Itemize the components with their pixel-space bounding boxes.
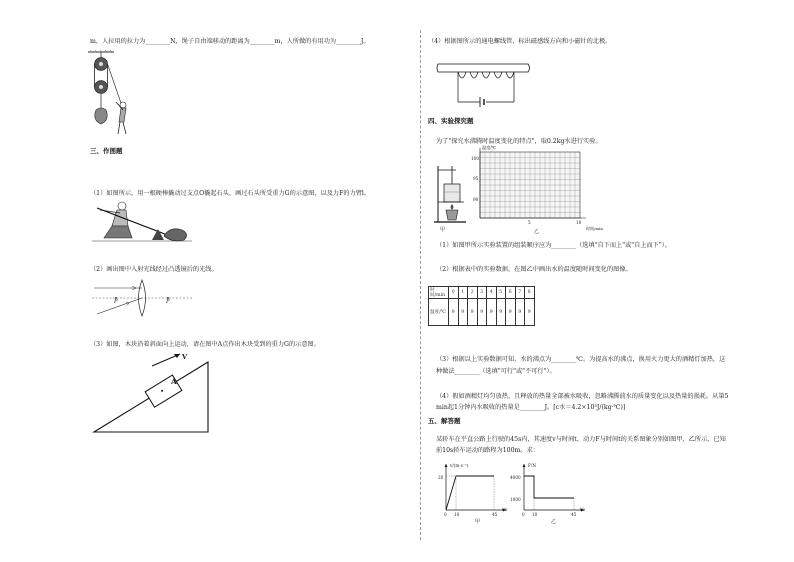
table-cell: 9: [458, 299, 468, 326]
v-chart-xtick-0: 0: [444, 512, 447, 517]
f-chart-xtick-0: 0: [522, 512, 525, 517]
table-cell: 3: [477, 287, 487, 299]
experiment-q4-line2: min起1分钟内水吸收的热量是________J。[c水＝4.2×10³J/(kg·℃)]: [436, 404, 626, 411]
velocity-series-line: [446, 476, 494, 510]
table-cell: 7: [515, 287, 525, 299]
section-answer-title: 五、解答题: [428, 417, 461, 425]
question-3: （3）如图，木块沿着斜面向上运动，请在图中A点作出木块受到的重力G的示意图。: [90, 341, 320, 348]
table-cell: 9: [468, 299, 478, 326]
incline-figure: [92, 352, 212, 434]
f-chart-ytick-1000: 1000: [510, 497, 521, 502]
experiment-q2: （2）根据表中的实验数据，在图乙中画出水的温度随时间变化的图像。: [436, 266, 632, 273]
velocity-label: V: [182, 353, 188, 361]
force-series-line: [524, 476, 574, 498]
grid-xtick-5: 5: [528, 220, 531, 225]
section-drawing-title: 三、作图题: [90, 147, 123, 155]
experiment-q1: （1）如图甲所示实验装置的组装顺序应为________（选填"自下而上"或"自上而下"）。: [436, 242, 671, 249]
table-cell: 2: [468, 287, 478, 299]
question-2: （2）画出图中入射光线经过凸透镜后的光线。: [90, 266, 218, 273]
grid-ytick-90: 90: [473, 197, 479, 202]
v-chart-caption: 甲: [475, 519, 481, 525]
problem-line1: 某轿车在平直公路上行驶的45s内，其速度v与时间t、动力F与时间t的关系图象分别如图甲、乙所示，已知: [436, 436, 726, 443]
table-cell: 9: [477, 299, 487, 326]
question-1: （1）如图所示，用一根硬棒撬动过支点O撬起石头，画过石头所受重力G的示意图，以及力F的力臂l。: [90, 190, 371, 197]
table-cell: 9: [449, 299, 459, 326]
data-table: [428, 286, 535, 326]
table-cell: 9: [496, 299, 506, 326]
experiment-q3-line1: （3）根据以上实验数据可知，水的沸点为________℃。为提高水的沸点，换用火力更大的酒精灯加热，这: [436, 356, 726, 363]
table-row-label-time: 时间/min: [429, 287, 449, 299]
grid-xlabel: 时间/min: [586, 226, 603, 231]
velocity-chart: [440, 462, 510, 516]
caption-left: 甲: [440, 227, 446, 233]
question-4: （4）根据图所示的通电螺线管，标出磁感线方向和小磁针的北极。: [428, 38, 612, 45]
table-cell: 9: [506, 299, 516, 326]
table-cell: 0: [449, 287, 459, 299]
force-chart: [512, 462, 588, 516]
table-row: [429, 299, 535, 326]
table-cell: 9: [515, 299, 525, 326]
experiment-q4-line1: （4）假如酒精灯均匀放热，且释放的热量全部被水吸收，忽略沸腾前水的质量变化以及热量的损耗。从第5: [436, 393, 729, 400]
pulley-figure: [88, 50, 138, 140]
experiment-intro: 为了"探究水沸腾时温度变化的特点"，取0.2kg水进行实验。: [436, 138, 602, 145]
table-cell: 1: [458, 287, 468, 299]
column-divider: [420, 30, 421, 540]
problem-line2: 前10s轿车运动的路程为100m。求：: [436, 447, 539, 454]
grid-xtick-10: 10: [576, 220, 582, 225]
apparatus-figure: [434, 164, 470, 226]
temperature-grid: [470, 146, 590, 230]
intro-line: m，人拉用的拉力为________N，绳子自由端移动的距离为________m，人所做的有用功为________J。: [90, 38, 370, 45]
table-cell: 8: [525, 287, 535, 299]
lens-figure: [92, 278, 192, 320]
section-experiment-title: 四、实验探究题: [428, 117, 474, 125]
v-chart-ylabel: v/(m·s⁻¹): [450, 463, 469, 468]
lens-focus-label-right: F: [166, 299, 170, 305]
f-chart-xlabel: t/s: [580, 507, 586, 512]
grid-ylabel: 温度/℃: [482, 145, 497, 150]
table-cell: 5: [496, 287, 506, 299]
lens-focus-label-left: F: [114, 299, 118, 305]
point-a-label: A: [171, 377, 177, 386]
f-chart-ylabel: F/N: [528, 463, 536, 468]
v-chart-xtick-10: 10: [454, 512, 460, 517]
v-chart-xlabel: t/s: [502, 507, 508, 512]
experiment-q3-line2: 种做法________（选填"可行"或"不可行"）。: [436, 368, 556, 375]
f-chart-xtick-10: 10: [532, 512, 538, 517]
f-chart-xtick-45: 45: [571, 512, 577, 517]
table-cell: 9: [487, 299, 497, 326]
table-cell: 9: [525, 299, 535, 326]
v-chart-xtick-45: 45: [492, 512, 498, 517]
table-cell: 6: [506, 287, 516, 299]
f-chart-caption: 乙: [551, 519, 557, 525]
table-row: [429, 287, 535, 299]
lever-figure: [92, 198, 192, 246]
solenoid-figure: [436, 50, 532, 106]
grid-ytick-95: 95: [473, 176, 479, 181]
table-cell: 4: [487, 287, 497, 299]
grid-ytick-100: 100: [471, 156, 479, 161]
table-row-label-temp: 温度/℃: [429, 299, 449, 326]
v-chart-ytick-20: 20: [438, 475, 444, 480]
caption-right: 乙: [534, 229, 540, 235]
f-chart-ytick-4000: 4000: [510, 475, 521, 480]
